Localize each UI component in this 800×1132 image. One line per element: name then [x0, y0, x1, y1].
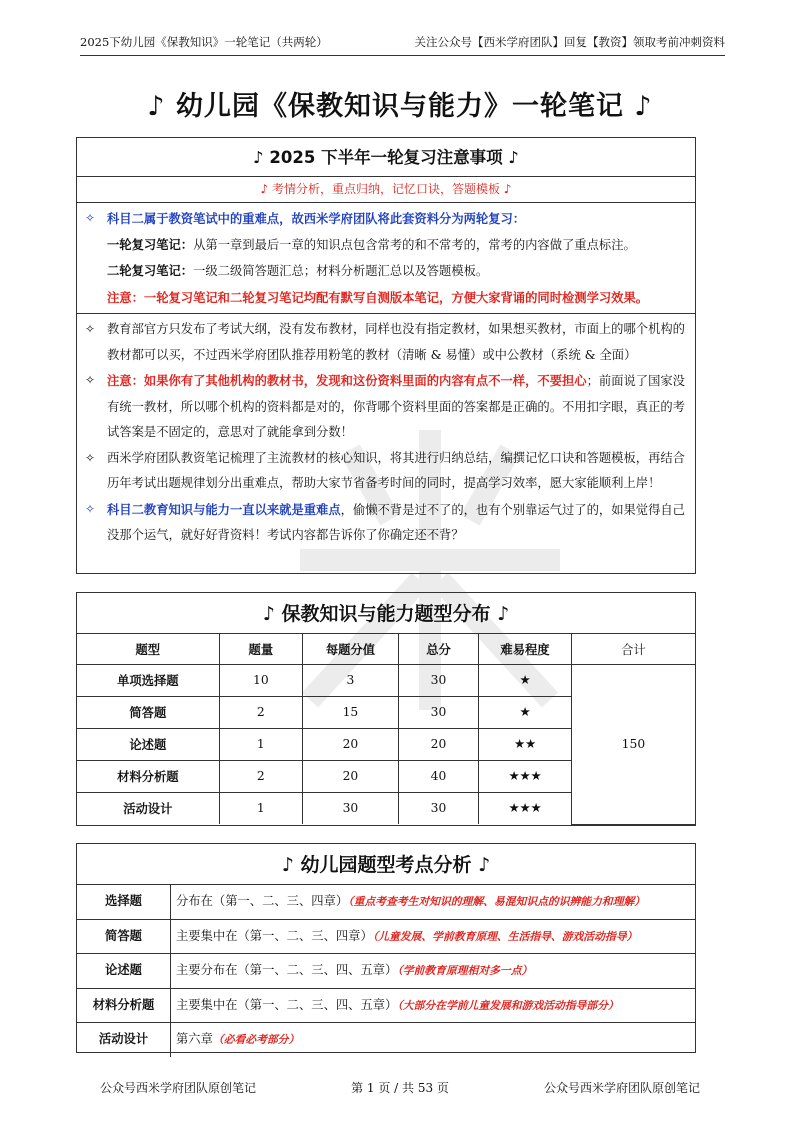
analysis-type: 选择题 [77, 885, 171, 919]
round1-label: 一轮复习笔记： [107, 236, 194, 252]
analysis-text: 分布在（第一、二、三、四章） [176, 894, 349, 908]
analysis-note: （学前教育原理相对多一点） [397, 964, 533, 977]
cell-count: 1 [219, 792, 302, 824]
diamond-icon: ✧ [85, 322, 96, 336]
column-header: 题型 [77, 634, 219, 664]
diamond-icon: ✧ [85, 501, 96, 516]
analysis-type: 论述题 [77, 954, 171, 988]
round2-text: 一级二级简答题汇总；材料分析题汇总以及答题模板。 [193, 264, 489, 278]
column-header: 难易程度 [479, 634, 572, 664]
cell-total: 40 [398, 760, 478, 792]
round1-text: 从第一章到最后一章的知识点包含常考的和不常考的，常考的内容做了重点标注。 [193, 237, 636, 252]
distribution-heading: ♪ 保教知识与能力题型分布 ♪ [77, 593, 695, 634]
cell-type: 活动设计 [77, 792, 219, 824]
header-left: 2025下幼儿园《保教知识》一轮笔记（共两轮） [80, 35, 328, 49]
cell-score: 15 [303, 696, 399, 728]
analysis-box [76, 843, 696, 1053]
cell-difficulty: ★ [479, 664, 572, 696]
rounds-intro: 科目二属于教资笔试中的重难点，故西米学府团队将此套资料分为两轮复习： [107, 211, 526, 226]
analysis-type: 材料分析题 [77, 989, 171, 1023]
cell-total: 30 [398, 792, 478, 824]
analysis-note: （大部分在学前儿童发展和游戏活动指导部分） [397, 998, 619, 1012]
column-header: 合计 [571, 634, 695, 664]
notice-section-tips [77, 314, 695, 552]
tip-difficulty [107, 497, 687, 549]
cell-score: 20 [303, 760, 399, 792]
notice-heading: ♪ 2025 下半年一轮复习注意事项 ♪ [77, 138, 695, 177]
rounds-note: 注意：一轮复习笔记和二轮复习笔记均配有默写自测版本笔记，方便大家背诵的同时检测学习效果。 [107, 289, 649, 305]
analysis-text: 主要集中在（第一、二、三、四、五章） [176, 997, 398, 1012]
round2-label: 二轮复习笔记： [107, 263, 194, 278]
diamond-icon: ✧ [85, 373, 96, 387]
footer-right: 公众号西米学府团队原创笔记 [543, 1081, 700, 1095]
notice-subheading: ♪ 考情分析，重点归纳，记忆口诀，答题模板 ♪ [77, 177, 695, 203]
column-header: 总分 [398, 634, 478, 664]
analysis-type: 简答题 [77, 920, 171, 954]
cell-type: 论述题 [77, 728, 219, 760]
cell-count: 2 [219, 760, 302, 792]
page-header [80, 34, 725, 56]
column-header: 每题分值 [303, 634, 399, 664]
tip-difference-text: ；前面说了国家没有统一教材，所以哪个机构的资料都是对的，你背哪个资料里面的答案都是正确的。不用扣字眼，真正的考试答案是不固定的，意思对了就能拿到分数！ [107, 374, 685, 439]
page-title: ♪ 幼儿园《保教知识与能力》一轮笔记 ♪ [147, 91, 653, 122]
analysis-row [77, 989, 695, 1024]
page-number: 第 1 页 / 共 53 页 [351, 1081, 449, 1095]
cell-sum: 150 [571, 664, 695, 824]
cell-total: 30 [398, 664, 478, 696]
header-right: 关注公众号【西米学府团队】回复【教资】领取考前冲刺资料 [414, 35, 725, 49]
tip-textbook: 教育部官方只发布了考试大纲，没有发布教材，同样也没有指定教材，如果想买教材，市面上的哪个机构的教材都可以买，不过西米学府团队推荐用粉笔的教材（清晰 & 易懂）或中公教材（系统 & 全面） [107, 322, 685, 362]
analysis-text: 主要分布在（第一、二、三、四、五章） [176, 963, 398, 977]
cell-difficulty: ★ [479, 696, 572, 728]
column-header: 题量 [219, 634, 302, 664]
tip-difficulty-text: ，偷懒不背是过不了的，也有个别靠运气过了的，如果觉得自己没那个运气，就好好背资料！考试内容都告诉你了你确定还不背？ [107, 502, 685, 542]
cell-count: 2 [219, 696, 302, 728]
analysis-note: （必看必考部分） [212, 1033, 300, 1046]
analysis-row [77, 1023, 695, 1057]
analysis-note: （儿童发展、学前教育原理、生活指导、游戏活动指导） [372, 929, 638, 943]
table-row [77, 664, 695, 696]
cell-total: 20 [398, 728, 478, 760]
cell-total: 30 [398, 696, 478, 728]
analysis-type: 活动设计 [77, 1023, 171, 1057]
footer-left: 公众号西米学府团队原创笔记 [100, 1081, 257, 1095]
cell-score: 30 [303, 792, 399, 824]
distribution-table [77, 634, 695, 825]
notice-section-rounds [77, 203, 695, 314]
cell-type: 简答题 [77, 696, 219, 728]
analysis-text: 第六章 [176, 1032, 213, 1046]
diamond-icon: ✧ [85, 211, 96, 225]
cell-difficulty: ★★ [479, 728, 572, 760]
tip-difficulty-highlight: 科目二教育知识与能力一直以来就是重难点 [107, 501, 341, 517]
cell-score: 20 [303, 728, 399, 760]
analysis-row [77, 920, 695, 955]
cell-count: 1 [219, 728, 302, 760]
analysis-heading: ♪ 幼儿园题型考点分析 ♪ [77, 844, 695, 885]
table-header-row [77, 634, 695, 664]
tip-notes: 西米学府团队教资笔记梳理了主流教材的核心知识，将其进行归纳总结，编撰记忆口诀和答题模板，再结合历年考试出题规律划分出重难点，帮助大家节省备考时间的同时，提高学习效率，愿大家能顺利上岸！ [107, 450, 685, 490]
cell-score: 3 [303, 664, 399, 696]
analysis-row [77, 954, 695, 989]
analysis-note: （重点考查考生对知识的理解、易混知识点的识辨能力和理解） [348, 895, 646, 908]
analysis-row [77, 885, 695, 920]
cell-type: 单项选择题 [77, 664, 219, 696]
distribution-box [76, 592, 696, 826]
cell-difficulty: ★★★ [479, 792, 572, 824]
tip-difference [107, 368, 687, 446]
diamond-icon: ✧ [85, 450, 96, 465]
cell-count: 10 [219, 664, 302, 696]
notice-box [76, 137, 696, 574]
tip-difference-warning: 注意：如果你有了其他机构的教材书，发现和这份资料里面的内容有点不一样，不要担心 [107, 373, 587, 388]
cell-difficulty: ★★★ [479, 760, 572, 792]
analysis-text: 主要集中在（第一、二、三、四章） [176, 928, 373, 943]
cell-type: 材料分析题 [77, 760, 219, 792]
page-footer [100, 1079, 700, 1096]
